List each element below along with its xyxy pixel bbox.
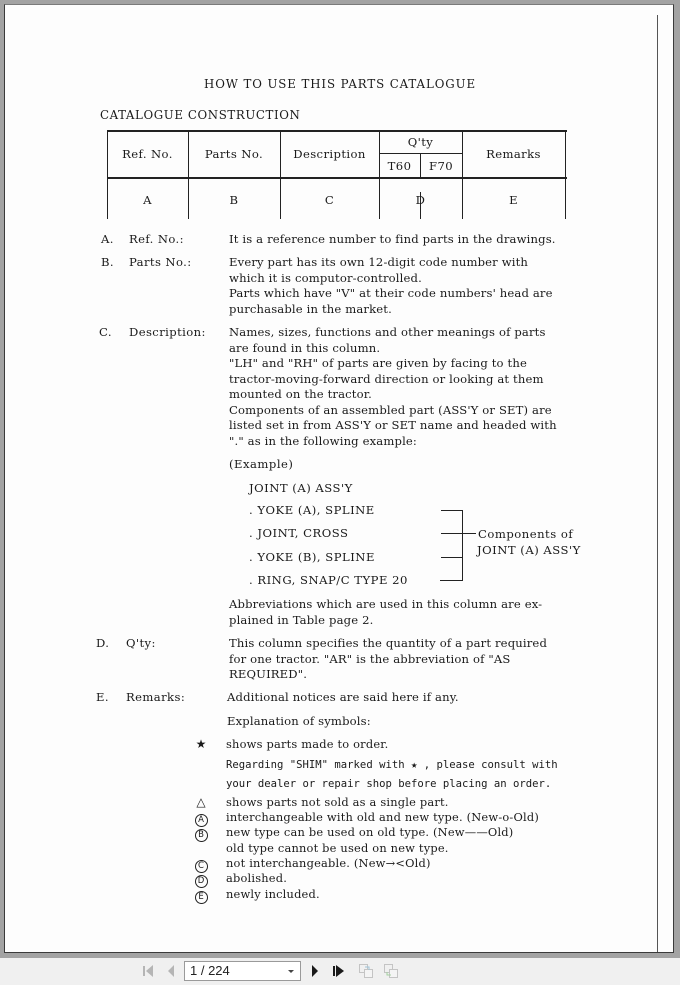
example-component: . YOKE (A), SPLINE: [249, 503, 375, 517]
text-line: Components of an assembled part (ASS'Y or SET) are: [229, 402, 552, 417]
symbol-description: shows parts made to order.: [226, 737, 389, 751]
text-line: REQUIRED".: [229, 667, 308, 681]
circled-b-glyph: B: [195, 829, 208, 842]
star-icon: ★: [195, 737, 207, 751]
definition-letter-b: B.: [101, 255, 115, 269]
definition-body-ref-no: [229, 232, 556, 248]
header-parts-no: Parts No.: [204, 147, 264, 161]
circled-d-glyph: D: [195, 875, 208, 888]
definition-letter-e: E.: [96, 690, 109, 704]
column-letter-c: C: [324, 193, 335, 207]
header-ref-no: Ref. No.: [122, 147, 173, 161]
bracket-connector: [441, 510, 463, 511]
text-line: listed set in from ASS'Y or SET name and headed with: [229, 418, 557, 432]
text-line: It is a reference number to find parts in the drawings.: [229, 232, 556, 246]
page-indicator: 1 / 224: [190, 963, 230, 978]
page-scan-edge: [657, 15, 658, 953]
text-line: tractor-moving-forward direction or looking at them: [229, 371, 544, 386]
circled-c-icon: [193, 857, 209, 873]
example-component: . RING, SNAP/C TYPE 20: [249, 573, 408, 587]
bracket-connector: [441, 557, 463, 558]
circled-e-icon: [193, 888, 209, 904]
example-component: . JOINT, CROSS: [249, 526, 349, 540]
text-line: are found in this column.: [229, 340, 381, 355]
single-page-view-button[interactable]: [357, 963, 375, 979]
definition-label-parts-no: Parts No.:: [129, 255, 192, 269]
two-page-view-button[interactable]: [382, 963, 400, 979]
abbreviations-note: [229, 597, 542, 628]
definition-label-remarks: Remarks:: [126, 690, 186, 704]
text-line: which it is computor-controlled.: [229, 270, 422, 285]
next-page-icon: [310, 964, 320, 978]
text-line: Names, sizes, functions and other meanings of parts: [229, 325, 546, 339]
symbol-description: interchangeable with old and new type. (New-o-Old): [226, 810, 539, 824]
header-remarks: Remarks: [486, 147, 541, 161]
example-heading: (Example): [229, 457, 294, 471]
definition-body-description: [229, 325, 557, 449]
circled-d-icon: [193, 872, 209, 888]
dropdown-arrow-icon: [288, 970, 294, 973]
definition-letter-a: A.: [101, 232, 114, 246]
bracket-label: Components of: [478, 527, 574, 541]
text-line: Abbreviations which are used in this column are ex-: [229, 597, 543, 611]
symbol-description: new type can be used on old type. (New——Old): [226, 825, 514, 839]
text-line: plained in Table page 2.: [229, 612, 374, 627]
bracket-spine: [462, 510, 463, 581]
text-line: mounted on the tractor.: [229, 387, 372, 401]
definition-letter-c: C.: [99, 325, 112, 339]
shim-note-line: your dealer or repair shop before placing an order.: [226, 778, 552, 790]
header-qty-t60: T60: [387, 159, 412, 173]
column-letter-d: D: [415, 193, 426, 207]
section-title: CATALOGUE CONSTRUCTION: [100, 108, 301, 122]
circled-a-icon: [193, 811, 209, 827]
first-page-button[interactable]: [140, 963, 156, 979]
definition-letter-d: D.: [96, 636, 110, 650]
header-qty: Q'ty: [407, 135, 434, 149]
next-page-button[interactable]: [308, 963, 322, 979]
two-page-view-icon: [383, 963, 399, 979]
construction-table: [107, 130, 567, 219]
text-line: "LH" and "RH" of parts are given by facing to the: [229, 356, 527, 370]
previous-page-button[interactable]: [164, 963, 178, 979]
bracket-connector: [440, 580, 463, 581]
definition-body-remarks: [227, 690, 459, 706]
header-qty-f70: F70: [429, 159, 453, 173]
circled-e-glyph: E: [195, 891, 208, 904]
definition-label-qty: Q'ty:: [126, 636, 156, 650]
text-line: Every part has its own 12-digit code number with: [229, 255, 529, 269]
text-line: for one tractor. "AR" is the abbreviation of "AS: [229, 651, 511, 666]
definition-body-parts-no: [229, 255, 553, 317]
circled-b-icon: [193, 826, 209, 842]
text-line: Additional notices are said here if any.: [227, 690, 459, 704]
symbols-heading: Explanation of symbols:: [227, 714, 371, 728]
bracket-connector: [441, 533, 476, 534]
bracket-label: JOINT (A) ASS'Y: [477, 543, 581, 557]
example-component: . YOKE (B), SPLINE: [249, 550, 375, 564]
definition-body-qty: [229, 636, 547, 683]
symbol-description-continued: old type cannot be used on new type.: [226, 841, 449, 855]
column-letter-e: E: [509, 193, 518, 207]
page-number-select[interactable]: [184, 961, 301, 981]
first-page-icon: [141, 964, 155, 978]
triangle-icon: △: [196, 795, 206, 809]
example-assembly: JOINT (A) ASS'Y: [249, 481, 353, 495]
page-title: HOW TO USE THIS PARTS CATALOGUE: [204, 77, 476, 91]
text-line: "." as in the following example:: [229, 433, 417, 448]
single-page-view-icon: [358, 963, 374, 979]
circled-c-glyph: C: [195, 860, 208, 873]
navigation-toolbar: [0, 958, 680, 985]
column-letter-b: B: [229, 193, 239, 207]
symbol-description: not interchangeable. (New→<Old): [226, 856, 431, 870]
circled-a-glyph: A: [195, 814, 208, 827]
column-letter-a: A: [143, 193, 152, 207]
text-line: purchasable in the market.: [229, 301, 392, 316]
text-line: This column specifies the quantity of a part required: [229, 636, 548, 650]
last-page-icon: [332, 964, 346, 978]
definition-label-description: Description:: [129, 325, 206, 339]
shim-note-line: Regarding "SHIM" marked with ★ , please consult with: [226, 759, 558, 771]
definition-label-ref-no: Ref. No.:: [129, 232, 184, 246]
last-page-button[interactable]: [330, 963, 348, 979]
symbol-description: abolished.: [226, 871, 288, 885]
symbol-description: shows parts not sold as a single part.: [226, 795, 449, 809]
header-description: Description: [293, 147, 366, 161]
symbol-description: newly included.: [226, 887, 320, 901]
previous-page-icon: [166, 964, 176, 978]
text-line: Parts which have "V" at their code numbers' head are: [229, 286, 553, 300]
